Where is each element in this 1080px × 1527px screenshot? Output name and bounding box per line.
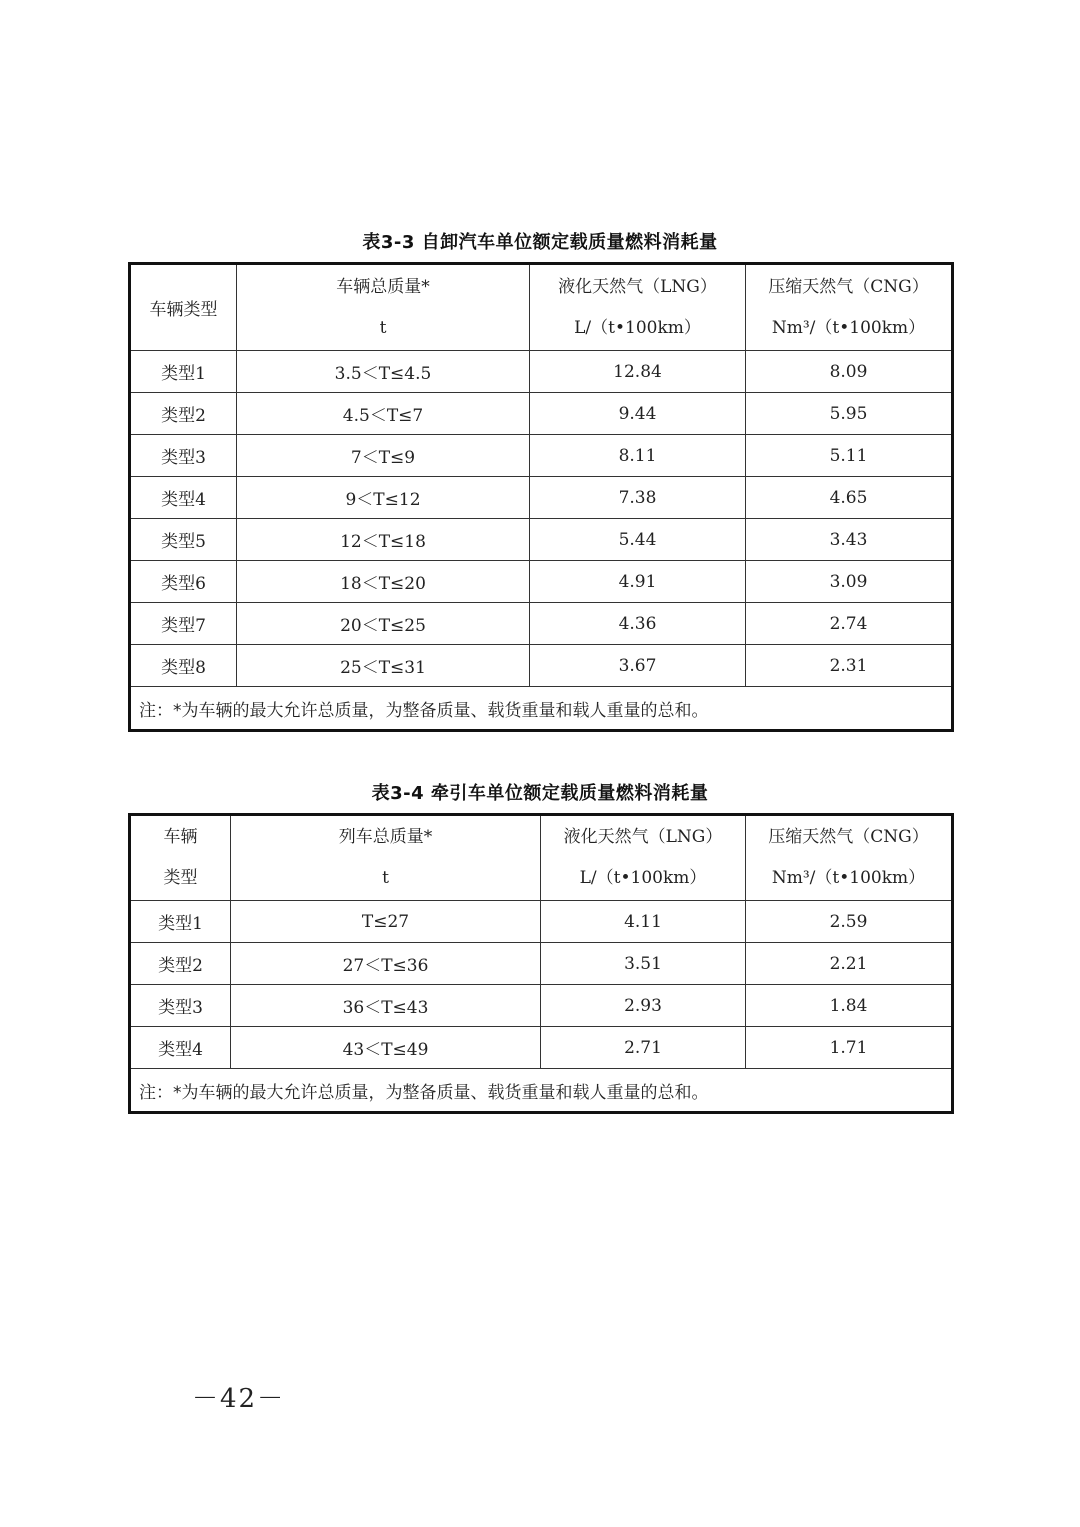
table1-caption: 表3-3 自卸汽车单位额定载质量燃料消耗量 [362, 232, 718, 253]
cell-vehicle-type: 类型6 [130, 561, 237, 603]
cell-lng: 2.71 [541, 1027, 746, 1069]
cell-cng: 5.95 [746, 393, 953, 435]
table-row [130, 393, 953, 435]
cell-lng: 2.93 [541, 985, 746, 1027]
header-lng-label: 液化天然气（LNG） [563, 827, 723, 847]
page-number: －42－ [192, 1384, 286, 1414]
header-lng [530, 264, 746, 351]
cell-total-mass: 25＜T≤31 [237, 645, 530, 687]
cell-lng: 9.44 [530, 393, 746, 435]
table-row [130, 351, 953, 393]
table-row [130, 985, 953, 1027]
header-mass-label: 列车总质量* [338, 827, 433, 847]
header-cng-unit: Nm³/（t•100km） [771, 868, 926, 888]
cell-vehicle-type: 类型4 [130, 477, 237, 519]
header-type-line1: 车辆 [163, 827, 198, 847]
header-cng [746, 815, 953, 901]
header-cng-unit: Nm³/（t•100km） [771, 317, 926, 338]
header-total-mass [237, 264, 530, 351]
cell-total-mass: 9＜T≤12 [237, 477, 530, 519]
cell-total-mass: 20＜T≤25 [237, 603, 530, 645]
table-row [130, 603, 953, 645]
cell-lng: 4.11 [541, 901, 746, 943]
cell-vehicle-type: 类型2 [130, 943, 231, 985]
table-row [130, 901, 953, 943]
header-lng-unit: L/（t•100km） [579, 868, 707, 888]
header-vehicle-type [130, 815, 231, 901]
cell-vehicle-type: 类型7 [130, 603, 237, 645]
cell-lng: 4.91 [530, 561, 746, 603]
cell-vehicle-type: 类型1 [130, 901, 231, 943]
cell-total-mass: 18＜T≤20 [237, 561, 530, 603]
cell-vehicle-type: 类型2 [130, 393, 237, 435]
table-row [130, 645, 953, 687]
table-note-row [130, 1069, 953, 1113]
cell-total-mass: 4.5＜T≤7 [237, 393, 530, 435]
header-lng-label: 液化天然气（LNG） [558, 276, 717, 297]
header-cng [746, 264, 953, 351]
table-row [130, 1027, 953, 1069]
cell-total-mass: 43＜T≤49 [231, 1027, 541, 1069]
table-row [130, 943, 953, 985]
cell-cng: 2.31 [746, 645, 953, 687]
cell-cng: 4.65 [746, 477, 953, 519]
table-note: 注：*为车辆的最大允许总质量，为整备质量、载货重量和载人重量的总和。 [130, 1069, 953, 1113]
header-lng-unit: L/（t•100km） [574, 317, 701, 338]
cell-lng: 12.84 [530, 351, 746, 393]
cell-cng: 2.59 [746, 901, 953, 943]
cell-total-mass: 36＜T≤43 [231, 985, 541, 1027]
cell-cng: 3.09 [746, 561, 953, 603]
table-header-row [130, 264, 953, 351]
table-note-row [130, 687, 953, 731]
cell-vehicle-type: 类型5 [130, 519, 237, 561]
cell-vehicle-type: 类型8 [130, 645, 237, 687]
cell-vehicle-type: 类型1 [130, 351, 237, 393]
table-dump-truck-fuel [128, 262, 954, 732]
header-type-line2: 类型 [163, 868, 198, 888]
cell-cng: 1.71 [746, 1027, 953, 1069]
cell-lng: 7.38 [530, 477, 746, 519]
table2-caption: 表3-4 牵引车单位额定载质量燃料消耗量 [371, 783, 709, 804]
header-mass-unit: t [382, 868, 389, 888]
cell-total-mass: 3.5＜T≤4.5 [237, 351, 530, 393]
table-row [130, 561, 953, 603]
cell-total-mass: T≤27 [231, 901, 541, 943]
header-cng-label: 压缩天然气（CNG） [768, 827, 929, 847]
cell-cng: 2.74 [746, 603, 953, 645]
cell-lng: 5.44 [530, 519, 746, 561]
cell-vehicle-type: 类型3 [130, 985, 231, 1027]
cell-cng: 3.43 [746, 519, 953, 561]
table-row [130, 477, 953, 519]
cell-cng: 5.11 [746, 435, 953, 477]
cell-lng: 3.51 [541, 943, 746, 985]
cell-cng: 8.09 [746, 351, 953, 393]
cell-lng: 4.36 [530, 603, 746, 645]
cell-vehicle-type: 类型4 [130, 1027, 231, 1069]
cell-vehicle-type: 类型3 [130, 435, 237, 477]
header-total-mass [231, 815, 541, 901]
cell-total-mass: 27＜T≤36 [231, 943, 541, 985]
header-lng [541, 815, 746, 901]
cell-cng: 1.84 [746, 985, 953, 1027]
cell-cng: 2.21 [746, 943, 953, 985]
cell-total-mass: 7＜T≤9 [237, 435, 530, 477]
table-header-row [130, 815, 953, 901]
cell-lng: 3.67 [530, 645, 746, 687]
cell-total-mass: 12＜T≤18 [237, 519, 530, 561]
table-row [130, 435, 953, 477]
header-mass-label: 车辆总质量* [336, 276, 430, 297]
table-row [130, 519, 953, 561]
header-vehicle-type: 车辆类型 [130, 264, 237, 351]
table-note: 注：*为车辆的最大允许总质量，为整备质量、载货重量和载人重量的总和。 [130, 687, 953, 731]
header-mass-unit: t [379, 317, 387, 338]
table-tractor-fuel [128, 813, 954, 1114]
cell-lng: 8.11 [530, 435, 746, 477]
header-cng-label: 压缩天然气（CNG） [768, 276, 929, 297]
